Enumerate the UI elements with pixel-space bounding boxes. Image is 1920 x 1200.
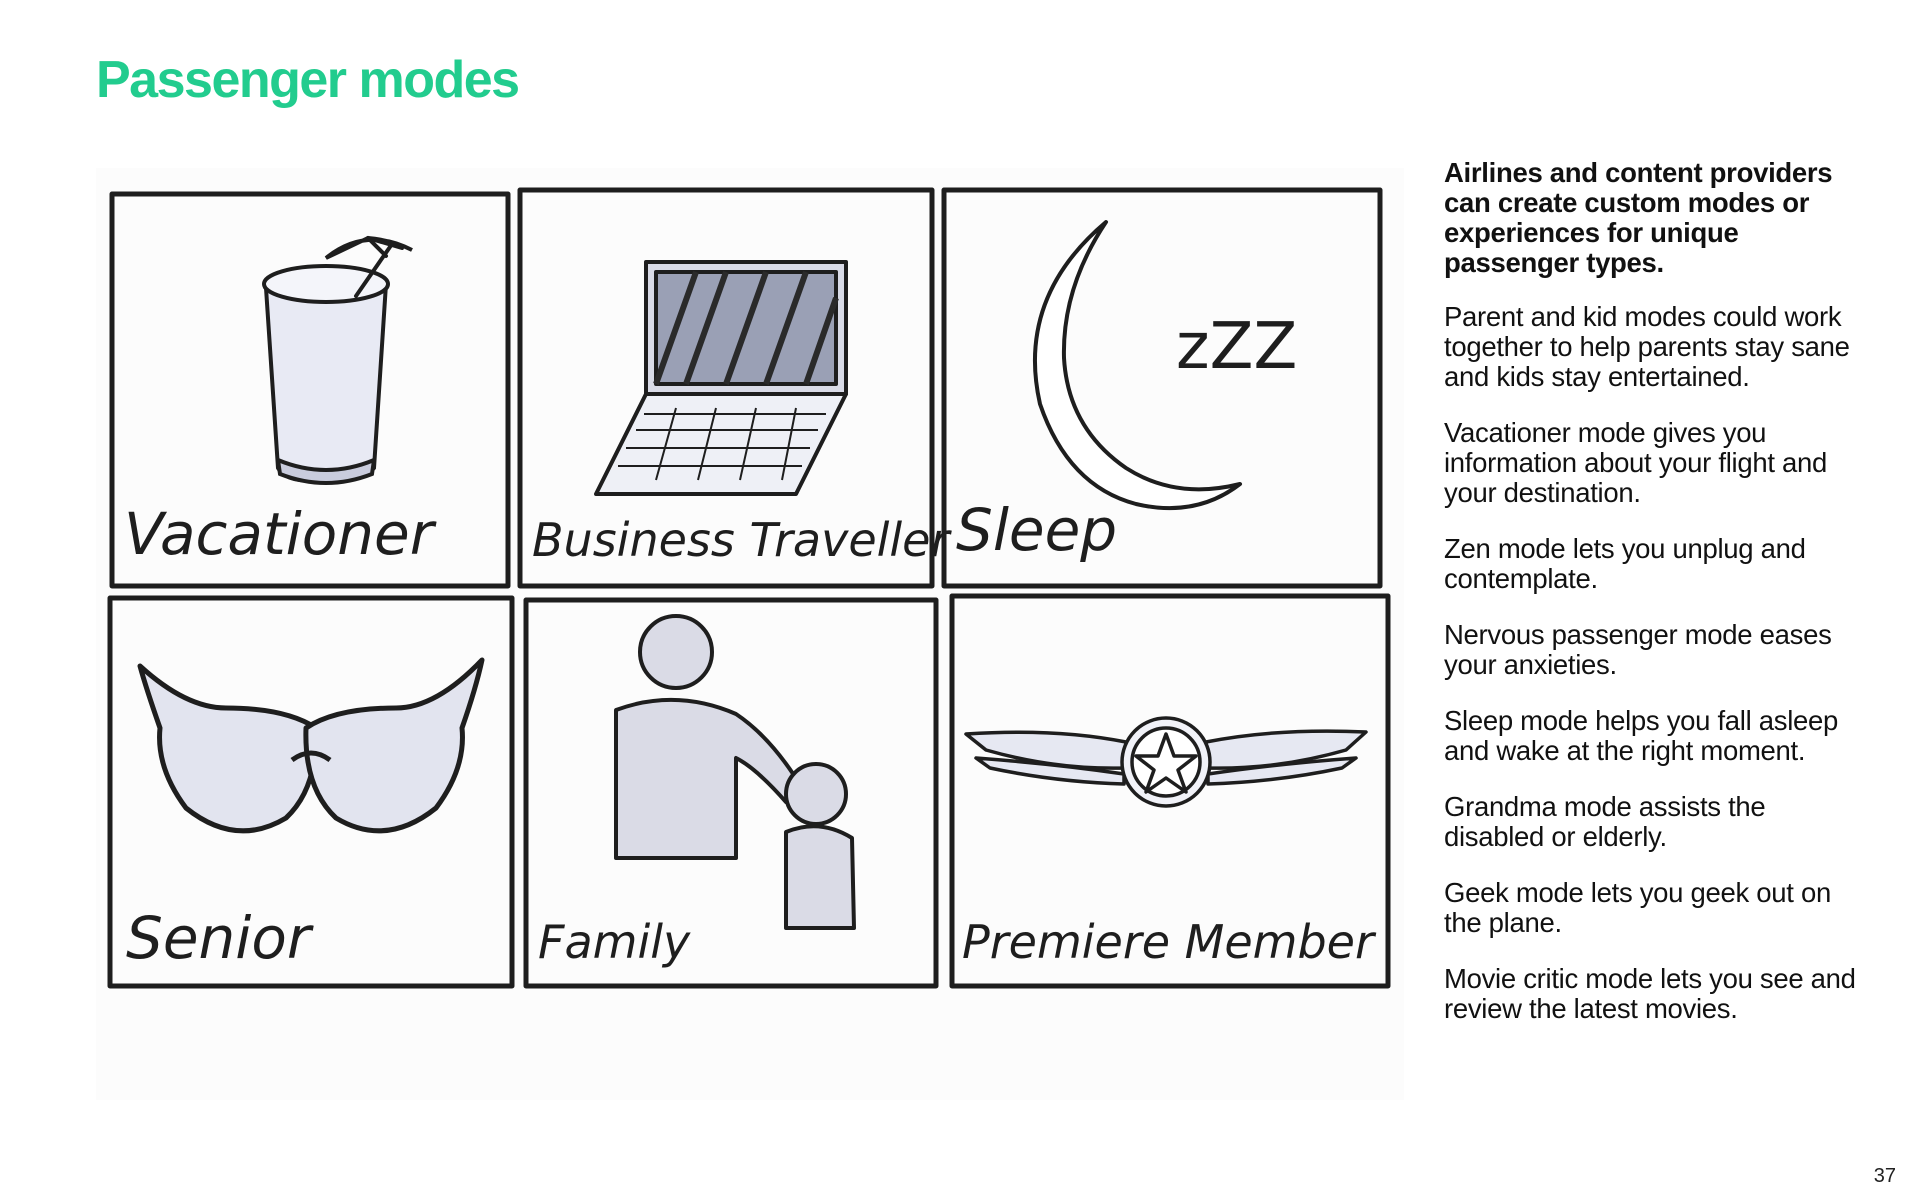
glasses-icon — [140, 660, 482, 831]
mode-description-geek: Geek mode lets you geek out on the plane. — [1444, 877, 1831, 938]
panel-label-sleep: Sleep — [956, 496, 1118, 564]
page-number: 37 — [1873, 1165, 1896, 1187]
mode-description-movie-critic: Movie critic mode lets you see and review the latest movies. — [1444, 963, 1856, 1024]
panel-label-senior: Senior — [126, 904, 311, 972]
panel-label-business: Business Traveller — [532, 513, 950, 567]
panel-label-vacationer: Vacationer — [124, 500, 434, 568]
lead-paragraph: Airlines and content providers can create custom modes or experiences for unique passenger types. — [1444, 157, 1833, 278]
sketch-canvas — [96, 168, 1404, 1100]
mode-description-grandma: Grandma mode assists the disabled or elderly. — [1444, 791, 1766, 852]
mode-description-sleep: Sleep mode helps you fall asleep and wake at the right moment. — [1444, 705, 1838, 766]
mode-description-vacationer: Vacationer mode gives you information about your flight and your destination. — [1444, 417, 1827, 508]
parent-child-icon — [616, 616, 854, 928]
panel-label-family: Family — [538, 915, 691, 969]
mode-description-parent-kid: Parent and kid modes could work together to help parents stay sane and kids stay entertained. — [1444, 301, 1850, 392]
mode-description-zen: Zen mode lets you unplug and contemplate. — [1444, 533, 1806, 594]
sleep-zzz-text: zZZ — [1176, 310, 1298, 384]
mode-description-nervous: Nervous passenger mode eases your anxieties. — [1444, 619, 1832, 680]
panel-label-premiere: Premiere Member — [962, 915, 1374, 969]
laptop-icon — [596, 262, 846, 494]
storyboard-sketch — [96, 168, 1404, 1100]
pilot-wings-icon — [966, 718, 1366, 806]
cocktail-glass-icon — [264, 238, 412, 483]
description-sidebar — [1444, 158, 1864, 1050]
slide-title: Passenger modes — [96, 51, 519, 109]
